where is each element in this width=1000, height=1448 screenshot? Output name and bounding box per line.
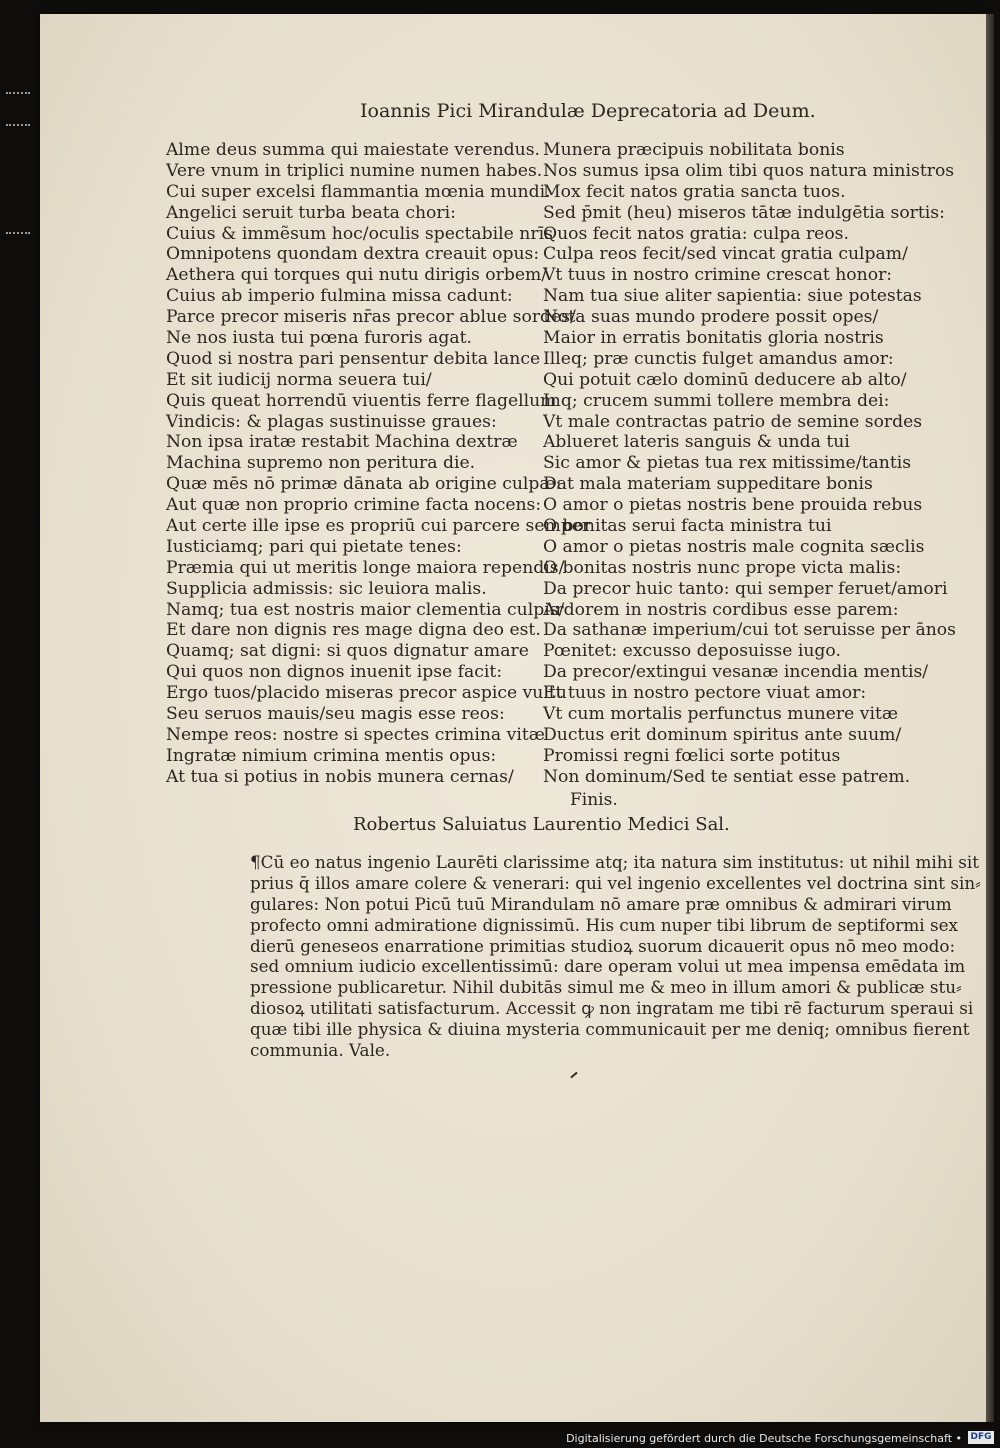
poem-line: Seu seruos mauis/seu magis esse reos: (166, 704, 505, 725)
poem-line: Cui super excelsi flammantia mœnia mundi. (166, 181, 551, 202)
poem-line: Cuius ab imperio fulmina missa cadunt: (166, 286, 513, 307)
poem-line: O bonitas serui facta ministra tui (543, 516, 832, 537)
poem-line: Vindicis: & plagas sustinuisse graues: (166, 411, 497, 432)
poem-line: Quis queat horrendū viuentis ferre flagellum (166, 390, 557, 411)
poem-line: Quamq; sat digni: si quos dignatur amare (166, 641, 529, 662)
poem-right-column (543, 140, 956, 788)
poem-line: Maior in erratis bonitatis gloria nostris (543, 328, 884, 349)
poem-line: Et dare non dignis res mage digna deo est. (166, 620, 541, 641)
poem-line: Da sathanæ imperium/cui tot seruisse per ānos (543, 620, 956, 641)
letter-line: quæ tibi ille physica & diuina mysteria communicauit per me deniq; omnibus fierent (250, 1019, 970, 1040)
poem-line: Promissi regni fœlici sorte potitus (543, 745, 841, 766)
poem-line: Iusticiamq; pari qui pietate tenes: (166, 536, 462, 557)
poem-line: At tua si potius in nobis munera cernas/ (166, 766, 514, 787)
poem-line: Non ipsa iratæ restabit Machina dextræ (166, 432, 518, 453)
letter-line: profecto omni admiratione dignissimū. His cum nuper tibi librum de septiformi sex (250, 914, 958, 935)
poem-line: Quæ mēs nō primæ dānata ab origine culpæ: (166, 474, 562, 495)
letter-line: diosoꝝ utilitati satisfacturum. Accessit ꝙ non ingratam me tibi rē facturum speraui si (250, 998, 974, 1019)
poem-line: Aut quæ non proprio crimine facta nocens: (166, 495, 542, 516)
scan-margin-dots (6, 124, 30, 128)
poem-line: Nota suas mundo prodere possit opes/ (543, 307, 879, 328)
poem-line: O amor o pietas nostris male cognita sæclis (543, 536, 925, 557)
letter-line: ¶Cū eo natus ingenio Laurēti clarissime atq; ita natura sim institutus: ut nihil mihi sit (250, 852, 980, 872)
poem-line: Vt cum mortalis perfunctus munere vitæ (543, 704, 899, 725)
poem-line: Munera præcipuis nobilitata bonis (543, 140, 845, 160)
poem-line: Namq; tua est nostris maior clementia culpis/ (166, 599, 565, 620)
dfg-logo: DFG (968, 1431, 994, 1444)
poem-line: Qui quos non dignos inuenit ipse facit: (166, 662, 503, 683)
poem-line: Quod si nostra pari pensentur debita lance (166, 348, 541, 369)
poem-line: Aut certe ille ipse es propriū cui parcere semper (166, 516, 591, 537)
poem-line: Omnipotens quondam dextra creauit opus: (166, 244, 540, 265)
poem-line: Ne nos iusta tui pœna furoris agat. (166, 328, 472, 349)
poem-line: Supplicia admissis: sic leuiora malis. (166, 578, 487, 599)
poem-line: Machina supremo non peritura die. (166, 453, 476, 474)
letter-line: pressione publicaretur. Nihil dubitās simul me & meo in illum amori & publicæ stu⸗ (250, 977, 962, 998)
poem-line: Nempe reos: nostre si spectes crimina vitæ (166, 724, 545, 745)
poem-line: Illeq; præ cunctis fulget amandus amor: (543, 348, 894, 369)
poem-line: Nam tua siue aliter sapientia: siue potestas (543, 286, 922, 307)
poem-line: Da precor/extingui vesanæ incendia mentis/ (543, 662, 929, 683)
poem-line: Præmia qui ut meritis longe maiora rependis/ (166, 557, 565, 578)
poem-line: Ardorem in nostris cordibus esse parem: (543, 599, 899, 620)
running-head: Ioannis Pici Mirandulæ Deprecatoria ad Deum. (360, 100, 816, 122)
poem-line: Ergo tuos/placido miseras precor aspice vultu (166, 683, 567, 704)
poem-line: Vt tuus in nostro crimine crescat honor: (543, 265, 893, 286)
poem-line: Vt male contractas patrio de semine sordes (543, 411, 923, 432)
poem-line: Et tuus in nostro pectore viuat amor: (543, 683, 867, 704)
poem-line: Sic amor & pietas tua rex mitissime/tantis (543, 453, 912, 474)
poem-line: Ductus erit dominum spiritus ante suum/ (543, 724, 902, 745)
poem-line: Vere vnum in triplici numine numen habes. (166, 160, 543, 181)
letter-line: dierū geneseos enarratione primitias studioꝝ suorum dicauerit opus nō meo modo: (250, 935, 956, 956)
footer-credit: Digitalisierung gefördert durch die Deutsche Forschungsgemeinschaft • (566, 1432, 962, 1445)
letter-line: gulares: Non potui Picū tuū Mirandulam nō amare præ omnibus & admirari virum (250, 893, 952, 914)
poem-line: Ablueret lateris sanguis & unda tui (543, 432, 850, 453)
scan-margin-dots (6, 232, 30, 236)
poem-line: O bonitas nostris nunc prope victa malis: (543, 557, 902, 578)
poem-line: Pœnitet: excusso deposuisse iugo. (543, 641, 841, 662)
poem-line: Parce precor miseris nr̄as precor ablue sordes/ (166, 307, 576, 328)
poem-line: Dat mala materiam suppeditare bonis (543, 474, 873, 495)
poem-line: Quos fecit natos gratia: culpa reos. (543, 223, 849, 244)
poem-line: Da precor huic tanto: qui semper feruet/amori (543, 578, 948, 599)
page-edge (986, 14, 994, 1422)
poem-line: Cuius & immẽsum hoc/oculis spectabile nrīs (166, 223, 553, 244)
poem-line: Aethera qui torques qui nutu dirigis orbem/ (166, 265, 548, 286)
letter-line: sed omnium iudicio excellentissimū: dare operam volui ut mea impensa emēdata im (250, 956, 966, 977)
poem-line: Mox fecit natos gratia sancta tuos. (543, 181, 846, 202)
poem-line: Culpa reos fecit/sed vincat gratia culpam/ (543, 244, 908, 265)
poem-line: Ingratæ nimium crimina mentis opus: (166, 745, 497, 766)
poem-line: Sed p̄mit (heu) miseros tātæ indulgētia sortis: (543, 202, 945, 223)
poem-line: Et sit iudicij norma seuera tui/ (166, 369, 432, 390)
poem-line: Alme deus summa qui maiestate verendus. (166, 140, 541, 160)
poem-line: Angelici seruit turba beata chori: (166, 202, 456, 223)
poem-line: Non dominum/Sed te sentiat esse patrem. (543, 766, 911, 787)
poem-line: Nos sumus ipsa olim tibi quos natura ministros (543, 160, 955, 181)
letter-heading: Robertus Saluiatus Laurentio Medici Sal. (353, 814, 730, 835)
letter-line: prius q̄ illos amare colere & venerari: qui vel ingenio excellentes vel doctrina sint sin⸗ (250, 872, 981, 893)
poem-left-column (166, 140, 590, 788)
letter-line: communia. Vale. (250, 1040, 391, 1061)
letter-text (250, 852, 981, 1061)
poem-line: O amor o pietas nostris bene prouida rebus (543, 495, 923, 516)
poem-line: Qui potuit cælo dominū deducere ab alto/ (543, 369, 907, 390)
finis-label: Finis. (570, 790, 618, 810)
poem-line: Inq; crucem summi tollere membra dei: (543, 390, 890, 411)
scan-margin-dots (6, 92, 30, 96)
